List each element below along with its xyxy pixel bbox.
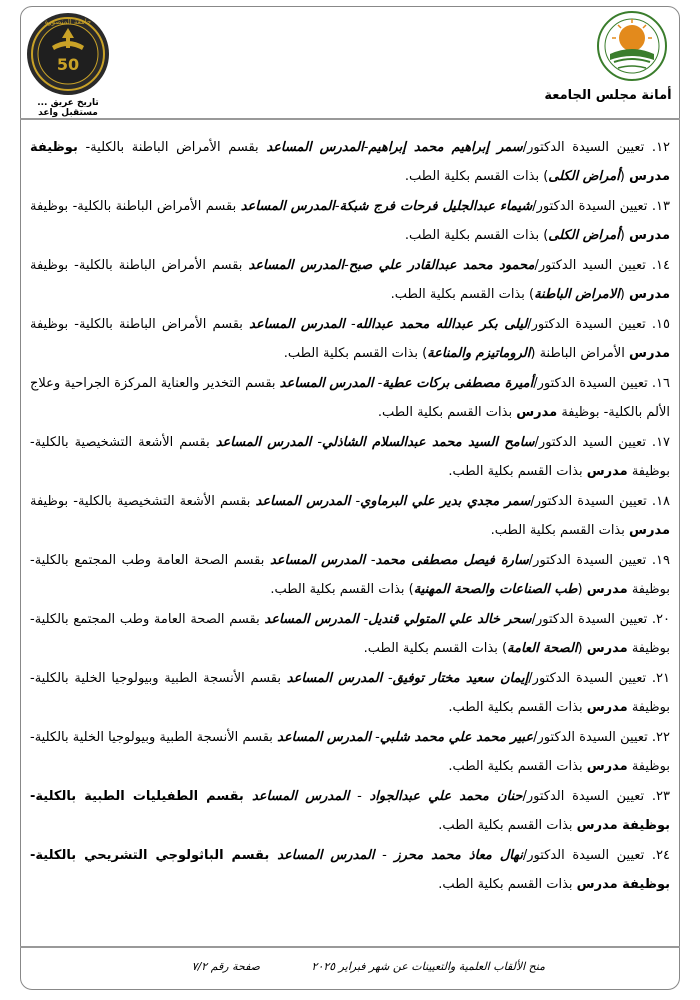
item-text-segment: ( [577, 582, 587, 597]
item-text-segment: بقسم الأنسجة الطبية وبيولوجيا الخلية بالكلية- بوظيفة [30, 730, 670, 774]
item-text-segment: أمراض الكلى [548, 169, 620, 184]
item-text-segment: حنان محمد علي عبدالجواد [369, 789, 523, 804]
item-text-segment: المدرس المساعد [255, 494, 351, 509]
item-text-segment: تعيين السيدة الدكتور/ [532, 199, 648, 214]
appointment-item [30, 546, 670, 604]
item-text-segment: تعيين السيدة الدكتور/ [528, 553, 647, 568]
item-text-segment: ) بذات القسم بكلية الطب. [390, 287, 535, 302]
item-text-segment: المدرس المساعد [264, 612, 359, 627]
item-text-segment: أميرة مصطفى بركات عطية [382, 376, 534, 391]
50-anniversary-logo-icon [26, 12, 110, 96]
appointment-item [30, 723, 670, 781]
item-text-segment: - [344, 258, 349, 273]
item-text-segment: المدرس المساعد [269, 553, 366, 568]
item-text-segment: - [382, 671, 393, 686]
item-text-segment: بذات القسم بكلية الطب. [448, 464, 587, 479]
item-text-segment: تعيين السيد الدكتور/ [534, 435, 646, 450]
item-number: ١٩. [646, 553, 670, 568]
item-text-segment: ليلى بكر عبدالله محمد عبدالله [355, 317, 528, 332]
item-text-segment: المدرس المساعد [249, 317, 345, 332]
appointment-item [30, 664, 670, 722]
item-number: ٢٣. [644, 789, 670, 804]
appointment-item [30, 251, 670, 309]
item-text-segment: الامراض الباطنة [534, 287, 620, 302]
item-text-segment: المدرس المساعد [248, 258, 345, 273]
item-number: ١٥. [645, 317, 671, 332]
item-text-segment: بقسم الباثولوجي التشريحي بالكلية- بوظيفة [30, 848, 670, 892]
appointment-item [30, 841, 670, 899]
item-number: ١٢. [644, 140, 671, 155]
item-text-segment: ( [577, 641, 587, 656]
item-text-segment: الروماتيزم والمناعة [427, 346, 531, 361]
item-text-segment: تعيين السيدة الدكتور/ [528, 671, 647, 686]
item-text-segment: الصحة العامة [507, 641, 578, 656]
item-text-segment: تعيين السيدة الدكتور/ [533, 730, 648, 745]
item-text-segment: المدرس المساعد [286, 671, 383, 686]
item-text-segment: المدرس المساعد [277, 848, 375, 863]
item-text-segment: بقسم الطفيليات الطبية بالكلية- بوظيفة [30, 789, 670, 833]
item-text-segment: مدرس [576, 818, 618, 833]
item-text-segment: بقسم الأمراض الباطنة بالكلية- بوظيفة [30, 258, 249, 273]
item-text-segment: ) بذات القسم بكلية الطب. [363, 641, 508, 656]
item-text-segment: - [363, 140, 369, 155]
item-text-segment: ( [619, 228, 630, 243]
item-text-segment: سمر مجدي بدير علي البرماوي [360, 494, 531, 509]
mansoura-university-logo-icon [596, 10, 668, 82]
item-text-segment: مدرس [629, 523, 670, 538]
item-text-segment: عبير محمد علي محمد شلبي [379, 730, 534, 745]
item-text-segment: - [350, 494, 361, 509]
appointment-item [30, 192, 670, 250]
item-text-segment: المدرس المساعد [251, 789, 350, 804]
item-text-segment: بقسم الأمراض الباطنة بالكلية- [77, 140, 267, 155]
item-text-segment: بقسم الصحة العامة وطب المجتمع بالكلية- بوظيفة [30, 612, 670, 656]
appointment-item [30, 310, 670, 368]
item-text-segment: بذات القسم بكلية الطب. [490, 523, 630, 538]
page-footer [0, 960, 700, 980]
page-header [0, 0, 700, 118]
item-text-segment: - [311, 435, 323, 450]
item-text-segment: بوظيفة مدرس [30, 140, 670, 184]
item-text-segment: ) بذات القسم بكلية الطب. [404, 169, 549, 184]
item-text-segment: - [373, 376, 383, 391]
item-text-segment: تعيين السيدة الدكتور/ [527, 317, 646, 332]
anniversary-number: 50 [56, 55, 80, 74]
item-text-segment: شيماء عبدالجليل فرحات فرج شبكة [339, 199, 533, 214]
item-number: ١٤. [645, 258, 670, 273]
item-text-segment: أمراض الكلى [548, 228, 620, 243]
item-text-segment: - [349, 789, 370, 804]
appointments-list [30, 133, 670, 900]
item-text-segment: تعيين السيدة الدكتور/ [522, 848, 645, 863]
item-text-segment: مدرس [629, 287, 670, 302]
footer-title: منح الألقاب العلمية والتعيينات عن شهر فبراير ٢٠٢٥ [311, 960, 545, 973]
item-text-segment: - [370, 730, 380, 745]
item-text-segment: مدرس [586, 641, 628, 656]
appointment-item [30, 428, 670, 486]
anniversary-top-text: جامعة المنصورة [44, 18, 92, 26]
anniversary-slogan: تاريخ عريق ... مستقبل واعد [37, 98, 99, 118]
item-text-segment: سامح السيد محمد عبدالسلام الشاذلي [322, 435, 535, 450]
item-text-segment: سمر إبراهيم محمد إبراهيم [368, 140, 523, 155]
item-text-segment: مدرس [586, 700, 628, 715]
item-text-segment: بذات القسم بكلية الطب. [377, 405, 517, 420]
item-text-segment: بقسم الأمراض الباطنة بالكلية- بوظيفة [30, 317, 250, 332]
header-divider [20, 118, 680, 120]
item-text-segment: إيمان سعيد مختار توفيق [392, 671, 529, 686]
item-number: ١٣. [647, 199, 670, 214]
item-text-segment: تعيين السيدة الدكتور/ [531, 612, 648, 627]
item-text-segment: الأمراض الباطنة ( [530, 346, 630, 361]
item-number: ٢١. [646, 671, 671, 686]
item-text-segment: ) بذات القسم بكلية الطب. [404, 228, 549, 243]
item-text-segment: مدرس [586, 582, 628, 597]
item-number: ١٨. [646, 494, 671, 509]
appointment-item [30, 487, 670, 545]
item-text-segment: بقسم الأمراض الباطنة بالكلية- بوظيفة [30, 199, 241, 214]
item-text-segment: تعيين السيدة الدكتور/ [530, 494, 647, 509]
item-text-segment: تعيين السيدة الدكتور/ [522, 789, 645, 804]
item-text-segment: بقسم الأشعة التشخيصية بالكلية- بوظيفة [30, 435, 670, 479]
item-text-segment: ( [619, 287, 630, 302]
footer-divider [20, 946, 680, 948]
item-text-segment: بقسم التخدير والعناية المركزة الجراحية وعلاج الألم بالكلية- بوظيفة [30, 376, 670, 420]
item-text-segment: تعيين السيد الدكتور/ [534, 258, 646, 273]
appointment-item [30, 133, 670, 191]
item-text-segment: - [334, 199, 340, 214]
item-text-segment: مدرس [629, 346, 670, 361]
item-text-segment: سارة فيصل مصطفى محمد [375, 553, 529, 568]
item-text-segment: بذات القسم بكلية الطب. [438, 877, 577, 892]
item-number: ٢٤. [644, 848, 670, 863]
council-name: أمانة مجلس الجامعة [544, 88, 672, 103]
item-text-segment: بقسم الصحة العامة وطب المجتمع بالكلية- بوظيفة [30, 553, 670, 597]
item-text-segment: طب الصناعات والصحة المهنية [413, 582, 578, 597]
item-text-segment: مدرس [586, 759, 628, 774]
item-text-segment: - [358, 612, 369, 627]
item-text-segment: - [365, 553, 376, 568]
item-text-segment: - [374, 848, 395, 863]
item-text-segment: ( [619, 169, 630, 184]
item-text-segment: بذات القسم بكلية الطب. [448, 700, 587, 715]
item-text-segment: سحر خالد علي المتولي قنديل [368, 612, 532, 627]
item-text-segment: المدرس المساعد [266, 140, 364, 155]
item-number: ٢٢. [647, 730, 671, 745]
item-text-segment: بقسم الأنسجة الطبية وبيولوجيا الخلية بالكلية- بوظيفة [30, 671, 670, 715]
item-text-segment: ) بذات القسم بكلية الطب. [270, 582, 414, 597]
item-text-segment: بذات القسم بكلية الطب. [438, 818, 577, 833]
item-text-segment: محمود محمد عبدالقادر علي صبح [348, 258, 535, 273]
item-text-segment: تعيين السيدة الدكتور/ [533, 376, 648, 391]
item-text-segment: المدرس المساعد [277, 730, 371, 745]
appointment-item [30, 782, 670, 840]
appointment-item [30, 605, 670, 663]
item-text-segment: بقسم الأشعة التشخيصية بالكلية- بوظيفة [30, 494, 256, 509]
item-text-segment: نهال معاذ محمد محرز [394, 848, 523, 863]
appointment-item [30, 369, 670, 427]
item-text-segment: المدرس المساعد [279, 376, 374, 391]
item-text-segment: تعيين السيدة الدكتور/ [522, 140, 645, 155]
item-number: ١٧. [645, 435, 671, 450]
item-text-segment: المدرس المساعد [215, 435, 312, 450]
item-text-segment: بذات القسم بكلية الطب. [448, 759, 587, 774]
item-text-segment: مدرس [576, 877, 618, 892]
item-number: ١٦. [647, 376, 671, 391]
page-number: صفحة رقم ٧/٢ [191, 960, 260, 973]
item-text-segment: المدرس المساعد [240, 199, 335, 214]
item-text-segment: مدرس [586, 464, 628, 479]
item-number: ٢٠. [647, 612, 670, 627]
item-text-segment: مدرس [629, 228, 670, 243]
item-text-segment: - [344, 317, 356, 332]
item-text-segment: مدرس [516, 405, 558, 420]
item-text-segment: ) بذات القسم بكلية الطب. [283, 346, 428, 361]
